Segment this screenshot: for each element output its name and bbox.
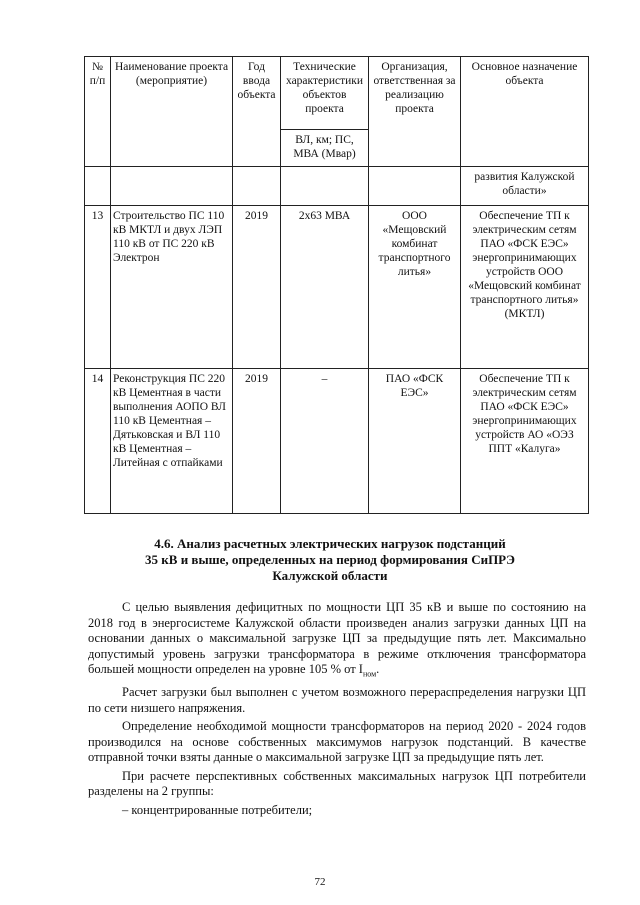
paragraph: Определение необходимой мощности трансформаторов на период 2020 - 2024 годов производился на основе собственных максимумов нагрузок подстанций. В качестве отправной точки взяты данные о максимальной загрузке ЦП за предыдущие пять лет.: [88, 719, 586, 764]
paragraph: [88, 600, 586, 682]
header-purpose: Основное назначение объекта: [461, 57, 589, 167]
row-name: Строительство ПС 110 кВ МКТЛ и двух ЛЭП 110 кВ от ПС 220 кВ Электрон: [111, 206, 233, 369]
row-org: ООО «Мещовский комбинат транспортного литья»: [369, 206, 461, 369]
empty-cell: [111, 167, 233, 206]
row-year: 2019: [233, 206, 281, 369]
row-num: 13: [85, 206, 111, 369]
paragraph: При расчете перспективных собственных максимальных нагрузок ЦП потребители разделены на 2 группы:: [88, 768, 586, 798]
section-title-line: 4.6. Анализ расчетных электрических нагрузок подстанций: [154, 536, 506, 551]
header-tech-units: ВЛ, км; ПС, МВА (Мвар): [281, 130, 369, 167]
paragraph-text: С целью выявления дефицитных по мощности ЦП 35 кВ и выше по состоянию на 2018 год в энергосистеме Калужской области произведен анализ загрузки данных ЦП на основании данных о максимальной загрузке ЦП за предыдущие пять лет. Максимально допустимый уровень загрузки трансформатора в режиме отключения трансформатора большей мощности определен на уровне 105 % от I: [88, 600, 586, 676]
continuation-text: развития Калужской области»: [461, 167, 589, 206]
table-row: [85, 206, 589, 369]
header-tech: Технические характеристики объектов проекта: [281, 57, 369, 130]
row-purpose: Обеспечение ТП к электрическим сетям ПАО «ФСК ЕЭС» энергопринимающих устройств АО «ОЭЗ ППТ «Калуга»: [461, 369, 589, 514]
section-title-line: 35 кВ и выше, определенных на период формирования СиПРЭ: [145, 552, 515, 567]
empty-cell: [233, 167, 281, 206]
projects-table: [84, 56, 589, 514]
row-tech: 2х63 МВА: [281, 206, 369, 369]
projects-table-wrap: [84, 56, 588, 514]
section-title-line: Калужской области: [272, 568, 388, 583]
row-name: Реконструкция ПС 220 кВ Цементная в части выполнения АОПО ВЛ 110 кВ Цементная – Дятьковская и ВЛ 110 кВ Цементная – Литейная с отпайками: [111, 369, 233, 514]
row-tech: –: [281, 369, 369, 514]
table-row: [85, 369, 589, 514]
empty-cell: [85, 167, 111, 206]
header-year: Год ввода объекта: [233, 57, 281, 167]
row-org: ПАО «ФСК ЕЭС»: [369, 369, 461, 514]
header-name: Наименование проекта (мероприятие): [111, 57, 233, 167]
page-number: 72: [314, 876, 326, 888]
section-title: [100, 536, 560, 584]
header-num: № п/п: [85, 57, 111, 167]
empty-cell: [281, 167, 369, 206]
paragraph: – концентрированные потребители;: [122, 802, 313, 817]
body-text: [88, 600, 586, 821]
row-purpose: Обеспечение ТП к электрическим сетям ПАО «ФСК ЕЭС» энергопринимающих устройств ООО «Мещовский комбинат транспортного литья» (МКТЛ): [461, 206, 589, 369]
paragraph: Расчет загрузки был выполнен с учетом возможного перераспределения нагрузки ЦП по сети низшего напряжения.: [88, 685, 586, 715]
subscript-nom: ном: [362, 669, 377, 679]
row-year: 2019: [233, 369, 281, 514]
header-row: [85, 57, 589, 130]
paragraph-end: .: [376, 662, 380, 676]
empty-cell: [369, 167, 461, 206]
continuation-row: [85, 167, 589, 206]
row-num: 14: [85, 369, 111, 514]
header-org: Организация, ответственная за реализацию проекта: [369, 57, 461, 167]
